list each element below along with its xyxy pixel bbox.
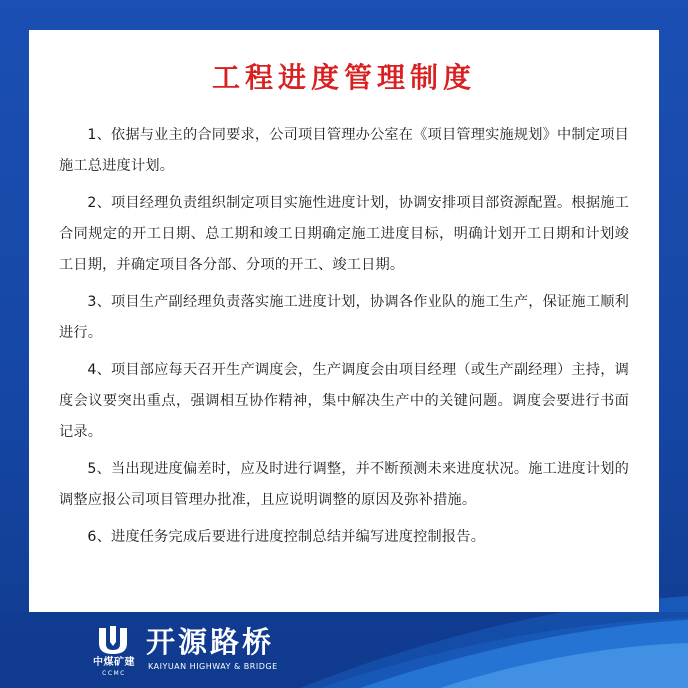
regulation-item-1: 1、依据与业主的合同要求，公司项目管理办公室在《项目管理实施规划》中制定项目施工总进度计划。: [59, 127, 629, 174]
logo-chinese-name: 中煤矿建: [93, 657, 135, 668]
company-logo-icon: [96, 624, 130, 656]
regulation-item-2: 2、项目经理负责组织制定项目实施性进度计划，协调安排项目部资源配置。根据施工合同规定的开工日期、总工期和竣工日期确定施工进度目标，明确计划开工日期和计划竣工日期，并确定项目各分部、分项的开工、竣工日期。: [59, 195, 629, 273]
regulation-item-4: 4、项目部应每天召开生产调度会，生产调度会由项目经理（或生产副经理）主持，调度会议要突出重点，强调相互协作精神，集中解决生产中的关键问题。调度会要进行书面记录。: [59, 362, 629, 440]
regulation-item-6: 6、进度任务完成后要进行进度控制总结并编写进度控制报告。: [87, 529, 486, 545]
logo-english-abbr: CCMC: [102, 670, 126, 677]
footer-branding: [86, 622, 406, 678]
content-panel: [29, 30, 659, 612]
regulation-item-5: 5、当出现进度偏差时，应及时进行调整，并不断预测未来进度状况。施工进度计划的调整应报公司项目管理办批准，且应说明调整的原因及弥补措施。: [59, 461, 629, 508]
brand-english-name: KAIYUAN HIGHWAY & BRIDGE: [148, 662, 278, 671]
regulation-list: [59, 120, 629, 553]
brand-chinese-name: 开源路桥: [146, 625, 275, 659]
regulation-item-3: 3、项目生产副经理负责落实施工进度计划，协调各作业队的施工生产，保证施工顺利进行。: [59, 294, 629, 341]
page-title: 工程进度管理制度: [211, 61, 476, 94]
